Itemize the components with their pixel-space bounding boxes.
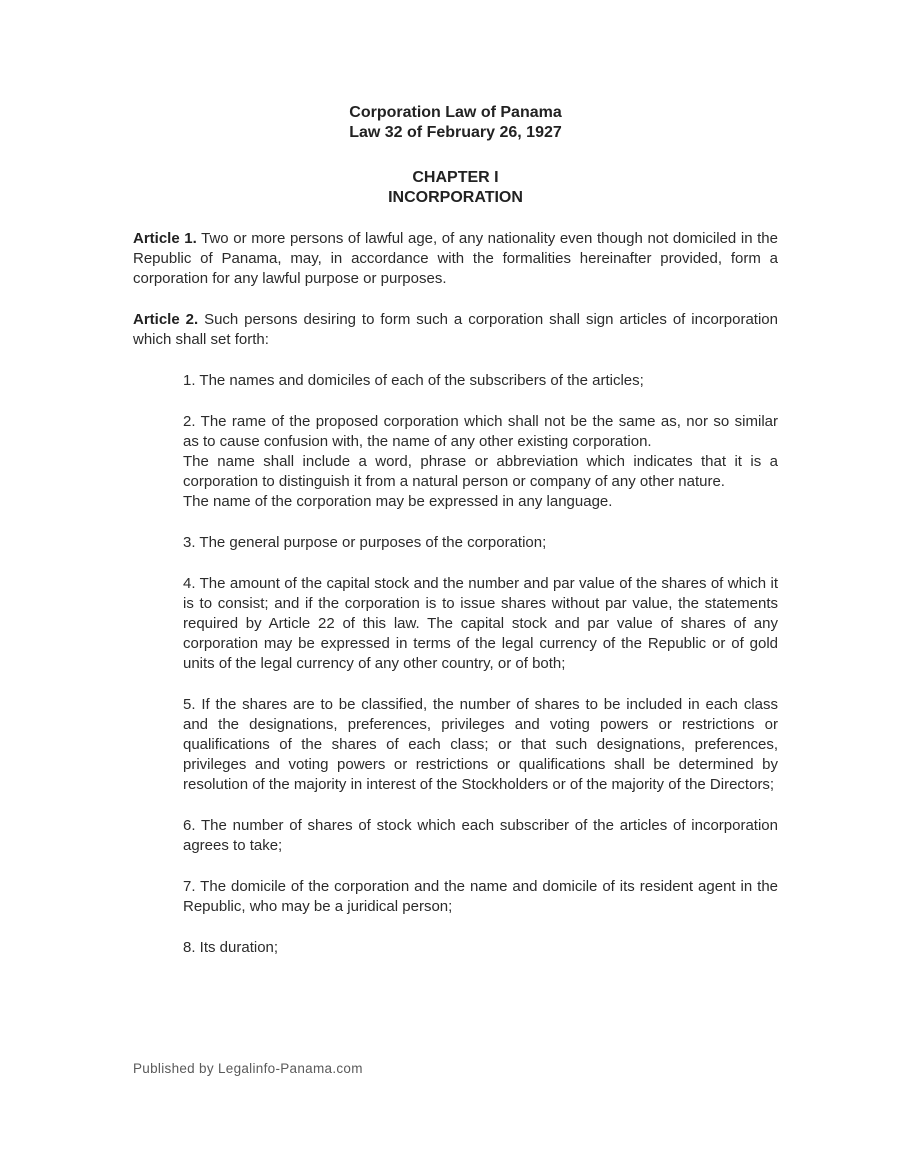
list-item-2-paragraph-1: 2. The rame of the proposed corporation which shall not be the same as, nor so similar as to cause confusion with, the name of any other existing corporation.: [183, 413, 778, 450]
incorporation-items-list: [183, 371, 778, 958]
article-2-text: Such persons desiring to form such a corporation shall sign articles of incorporation which shall set forth:: [133, 311, 778, 348]
list-item-5: [183, 695, 778, 795]
title-line-1: Corporation Law of Panama: [349, 104, 562, 121]
list-item-6: [183, 816, 778, 856]
article-1-label: Article 1.: [133, 230, 197, 247]
chapter-number: CHAPTER I: [412, 169, 499, 186]
article-2-paragraph: [133, 310, 778, 350]
page-footer: Published by Legalinfo-Panama.com: [133, 1061, 363, 1076]
chapter-heading: [133, 168, 778, 208]
list-item-5-paragraph: 5. If the shares are to be classified, the number of shares to be included in each class and the designations, preferences, privileges and voting powers or restrictions or qualifications of the shares of each class; or that such designations, preferences, privileges and voting powers or restrictions or qualifications shall be determined by resolution of the majority in interest of the Stockholders or of the majority of the Directors;: [183, 696, 778, 793]
list-item-2-paragraph-2: The name shall include a word, phrase or abbreviation which indicates that it is a corporation to distinguish it from a natural person or company of any other nature.: [183, 453, 778, 490]
list-item-2-paragraph-3: The name of the corporation may be expressed in any language.: [183, 493, 613, 510]
list-item-7: [183, 877, 778, 917]
list-item-2: [183, 412, 778, 512]
article-2-label: Article 2.: [133, 311, 199, 328]
list-item-7-paragraph: 7. The domicile of the corporation and the name and domicile of its resident agent in the Republic, who may be a juridical person;: [183, 878, 778, 915]
list-item-6-paragraph: 6. The number of shares of stock which each subscriber of the articles of incorporation agrees to take;: [183, 817, 778, 854]
list-item-4: [183, 574, 778, 674]
title-line-2: Law 32 of February 26, 1927: [349, 124, 562, 141]
document-title: [133, 103, 778, 143]
list-item-1-paragraph: 1. The names and domiciles of each of the subscribers of the articles;: [183, 372, 644, 389]
list-item-8: [183, 938, 778, 958]
chapter-title: INCORPORATION: [388, 189, 523, 206]
list-item-4-paragraph: 4. The amount of the capital stock and the number and par value of the shares of which it is to consist; and if the corporation is to issue shares without par value, the statements required by Article 22 of this law. The capital stock and par value of shares of any corporation may be expressed in terms of the legal currency of the Republic or of gold units of the legal currency of any other country, or of both;: [183, 575, 778, 672]
list-item-8-paragraph: 8. Its duration;: [183, 939, 279, 956]
list-item-3: [183, 533, 778, 553]
list-item-1: [183, 371, 778, 391]
article-1-paragraph: [133, 229, 778, 289]
article-1-text: Two or more persons of lawful age, of any nationality even though not domiciled in the Republic of Panama, may, in accordance with the formalities hereinafter provided, form a corporation for any lawful purpose or purposes.: [133, 230, 778, 287]
document-content: [133, 103, 778, 958]
list-item-3-paragraph: 3. The general purpose or purposes of the corporation;: [183, 534, 547, 551]
